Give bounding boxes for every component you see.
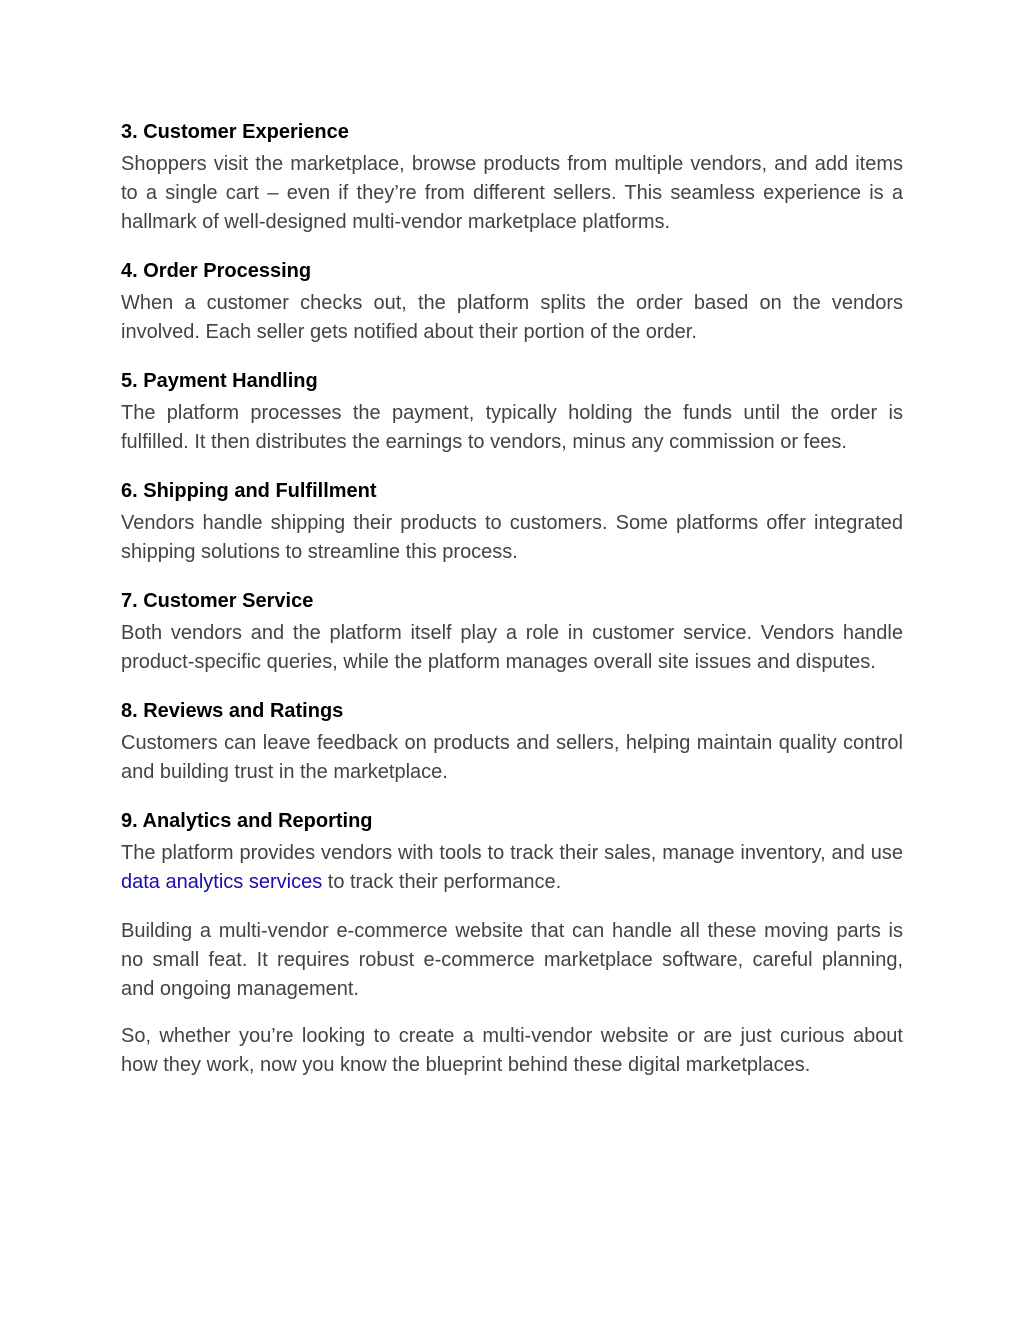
section-heading: 8. Reviews and Ratings bbox=[121, 700, 344, 722]
section-heading: 6. Shipping and Fulfillment bbox=[121, 480, 377, 502]
closing-paragraph: Building a multi-vendor e-commerce website that can handle all these moving parts is no small feat. It requires robust e-commerce marketplace software, careful planning, and ongoing management. bbox=[121, 920, 903, 1000]
section-body: Both vendors and the platform itself play a role in customer service. Vendors handle product-specific queries, while the platform manages overall site issues and disputes. bbox=[121, 622, 903, 673]
body-text-after-link: to track their performance. bbox=[322, 871, 562, 893]
section-reviews-ratings bbox=[121, 697, 903, 787]
section-shipping-fulfillment bbox=[121, 477, 903, 567]
section-body bbox=[121, 839, 903, 897]
section-body: Shoppers visit the marketplace, browse products from multiple vendors, and add items to a single cart – even if they’re from different sellers. This seamless experience is a hallmark of well-designed multi-vendor marketplace platforms. bbox=[121, 153, 903, 233]
section-heading: 9. Analytics and Reporting bbox=[121, 810, 373, 832]
section-customer-experience bbox=[121, 118, 903, 237]
section-body: The platform processes the payment, typically holding the funds until the order is fulfilled. It then distributes the earnings to vendors, minus any commission or fees. bbox=[121, 402, 903, 453]
section-order-processing bbox=[121, 257, 903, 347]
section-heading: 3. Customer Experience bbox=[121, 121, 349, 143]
section-customer-service bbox=[121, 587, 903, 677]
data-analytics-services-link[interactable]: data analytics services bbox=[121, 871, 323, 893]
section-heading: 7. Customer Service bbox=[121, 590, 314, 612]
section-heading: 4. Order Processing bbox=[121, 260, 312, 282]
body-text-before-link: The platform provides vendors with tools to track their sales, manage inventory, and use bbox=[121, 842, 903, 864]
section-body: Vendors handle shipping their products to customers. Some platforms offer integrated shipping solutions to streamline this process. bbox=[121, 512, 903, 563]
section-payment-handling bbox=[121, 367, 903, 457]
section-analytics-reporting bbox=[121, 807, 903, 897]
document-page bbox=[121, 118, 903, 1098]
section-heading: 5. Payment Handling bbox=[121, 370, 318, 392]
section-body: When a customer checks out, the platform splits the order based on the vendors involved. Each seller gets notified about their portion of the order. bbox=[121, 292, 903, 343]
closing-paragraph: So, whether you’re looking to create a multi-vendor website or are just curious about how they work, now you know the blueprint behind these digital marketplaces. bbox=[121, 1025, 903, 1076]
section-body: Customers can leave feedback on products and sellers, helping maintain quality control and building trust in the marketplace. bbox=[121, 732, 903, 783]
